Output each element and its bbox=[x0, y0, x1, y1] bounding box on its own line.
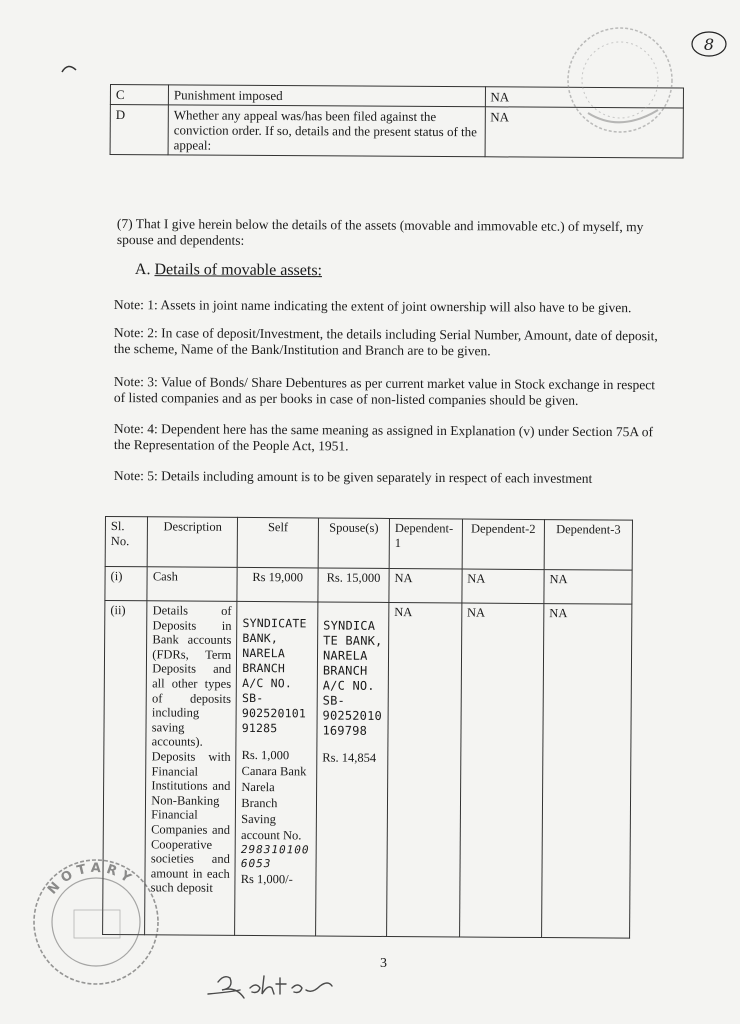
cell-dep3: NA bbox=[542, 604, 632, 939]
note-2: Note: 2: In case of deposit/Investment, the details including Serial Number, Amount, date of deposit, the scheme, Name of the Bank/Institution and Branch are to be given. bbox=[113, 325, 658, 359]
cell-dep1: NA bbox=[386, 602, 461, 937]
section-heading bbox=[135, 262, 322, 279]
cell-spouse: Rs. 15,000 bbox=[318, 568, 389, 602]
row-item: Whether any appeal was/has been filed against the conviction order. If so, details and the present status of the appeal: bbox=[168, 105, 485, 157]
cell-dep3: NA bbox=[544, 570, 632, 605]
self-second-amount: Rs 1,000/- bbox=[240, 871, 293, 887]
cell-self: Rs 19,000 bbox=[237, 567, 318, 602]
cell-description: Cash bbox=[147, 567, 237, 602]
header-cell: Dependent-1 bbox=[389, 518, 462, 569]
row-value: NA bbox=[485, 87, 684, 108]
page-mark-text: 8 bbox=[703, 35, 715, 54]
cell-dep1: NA bbox=[389, 568, 462, 603]
header-cell: Description bbox=[147, 517, 237, 568]
note-5: Note: 5: Details including amount is to be given separately in respect of each investment bbox=[113, 468, 593, 486]
cell-dep2: NA bbox=[459, 603, 544, 938]
heading-text: Details of movable assets: bbox=[154, 261, 323, 280]
intro-paragraph: (7) That I give herein below the details of the assets (movable and immovable etc.) of myself, my spouse and dependents: bbox=[116, 216, 644, 248]
self-handwritten-account: 298310100 6053 bbox=[240, 842, 310, 871]
self-amount: Rs. 1,000 bbox=[241, 747, 290, 763]
row-value: NA bbox=[485, 107, 684, 158]
header-cell: Dependent-3 bbox=[544, 520, 632, 571]
self-bank-details: SYNDICATE BANK, NARELA BRANCH A/C NO. SB-902520101 91285 bbox=[241, 615, 307, 736]
table-row bbox=[105, 567, 632, 605]
header-cell: Self bbox=[237, 517, 318, 568]
movable-assets-table bbox=[102, 516, 633, 939]
self-second-account: Canara Bank Narela Branch Saving account No. bbox=[241, 763, 307, 842]
cell-dep2: NA bbox=[462, 569, 545, 604]
notary-stamp-icon bbox=[24, 852, 174, 992]
spouse-amount: Rs. 14,854 bbox=[322, 750, 377, 765]
faded-stamp-icon bbox=[548, 18, 688, 148]
row-label: C bbox=[110, 85, 168, 105]
note-1: Note: 1: Assets in joint name indicating the extent of joint ownership will also have to be given. bbox=[113, 297, 632, 316]
header-cell: Spouse(s) bbox=[318, 518, 389, 568]
header-cell: Sl. No. bbox=[105, 517, 148, 567]
table-header-row bbox=[105, 517, 632, 571]
table-row bbox=[103, 601, 632, 939]
cell-self bbox=[235, 601, 318, 936]
signature-icon bbox=[200, 964, 350, 1004]
corner-mark-icon bbox=[60, 60, 80, 76]
spouse-bank-details: SYNDICA TE BANK, NARELA BRANCH A/C NO. SB- 90252010 169798 bbox=[322, 618, 383, 738]
page-mark-circle bbox=[690, 30, 728, 58]
row-item: Punishment imposed bbox=[168, 85, 485, 107]
heading-prefix: A. bbox=[134, 261, 155, 279]
cell-sl: (ii) bbox=[103, 601, 148, 935]
cell-spouse bbox=[316, 602, 389, 936]
note-4: Note: 4: Dependent here has the same meaning as assigned in Explanation (v) under Section 75A of the Representation of the People Act, 1951. bbox=[113, 421, 654, 454]
notary-stamp-text: NOTARY bbox=[45, 860, 138, 898]
note-3: Note: 3: Value of Bonds/ Share Debentures as per current market value in Stock exchange in respect of listed companies and as per books in case of non-listed companies should be given. bbox=[113, 374, 656, 408]
cell-sl: (i) bbox=[105, 567, 148, 601]
row-label: D bbox=[110, 105, 168, 155]
header-cell: Dependent-2 bbox=[462, 519, 545, 570]
cell-description: Details of Deposits in Bank accounts (FDRs, Term Deposits and all other types of deposits including saving accounts). Deposits with Financial Institutions and Non-Banking Financial Companies and Cooperative societies and amount in each such deposit bbox=[145, 601, 237, 936]
page-number: 3 bbox=[380, 956, 387, 971]
